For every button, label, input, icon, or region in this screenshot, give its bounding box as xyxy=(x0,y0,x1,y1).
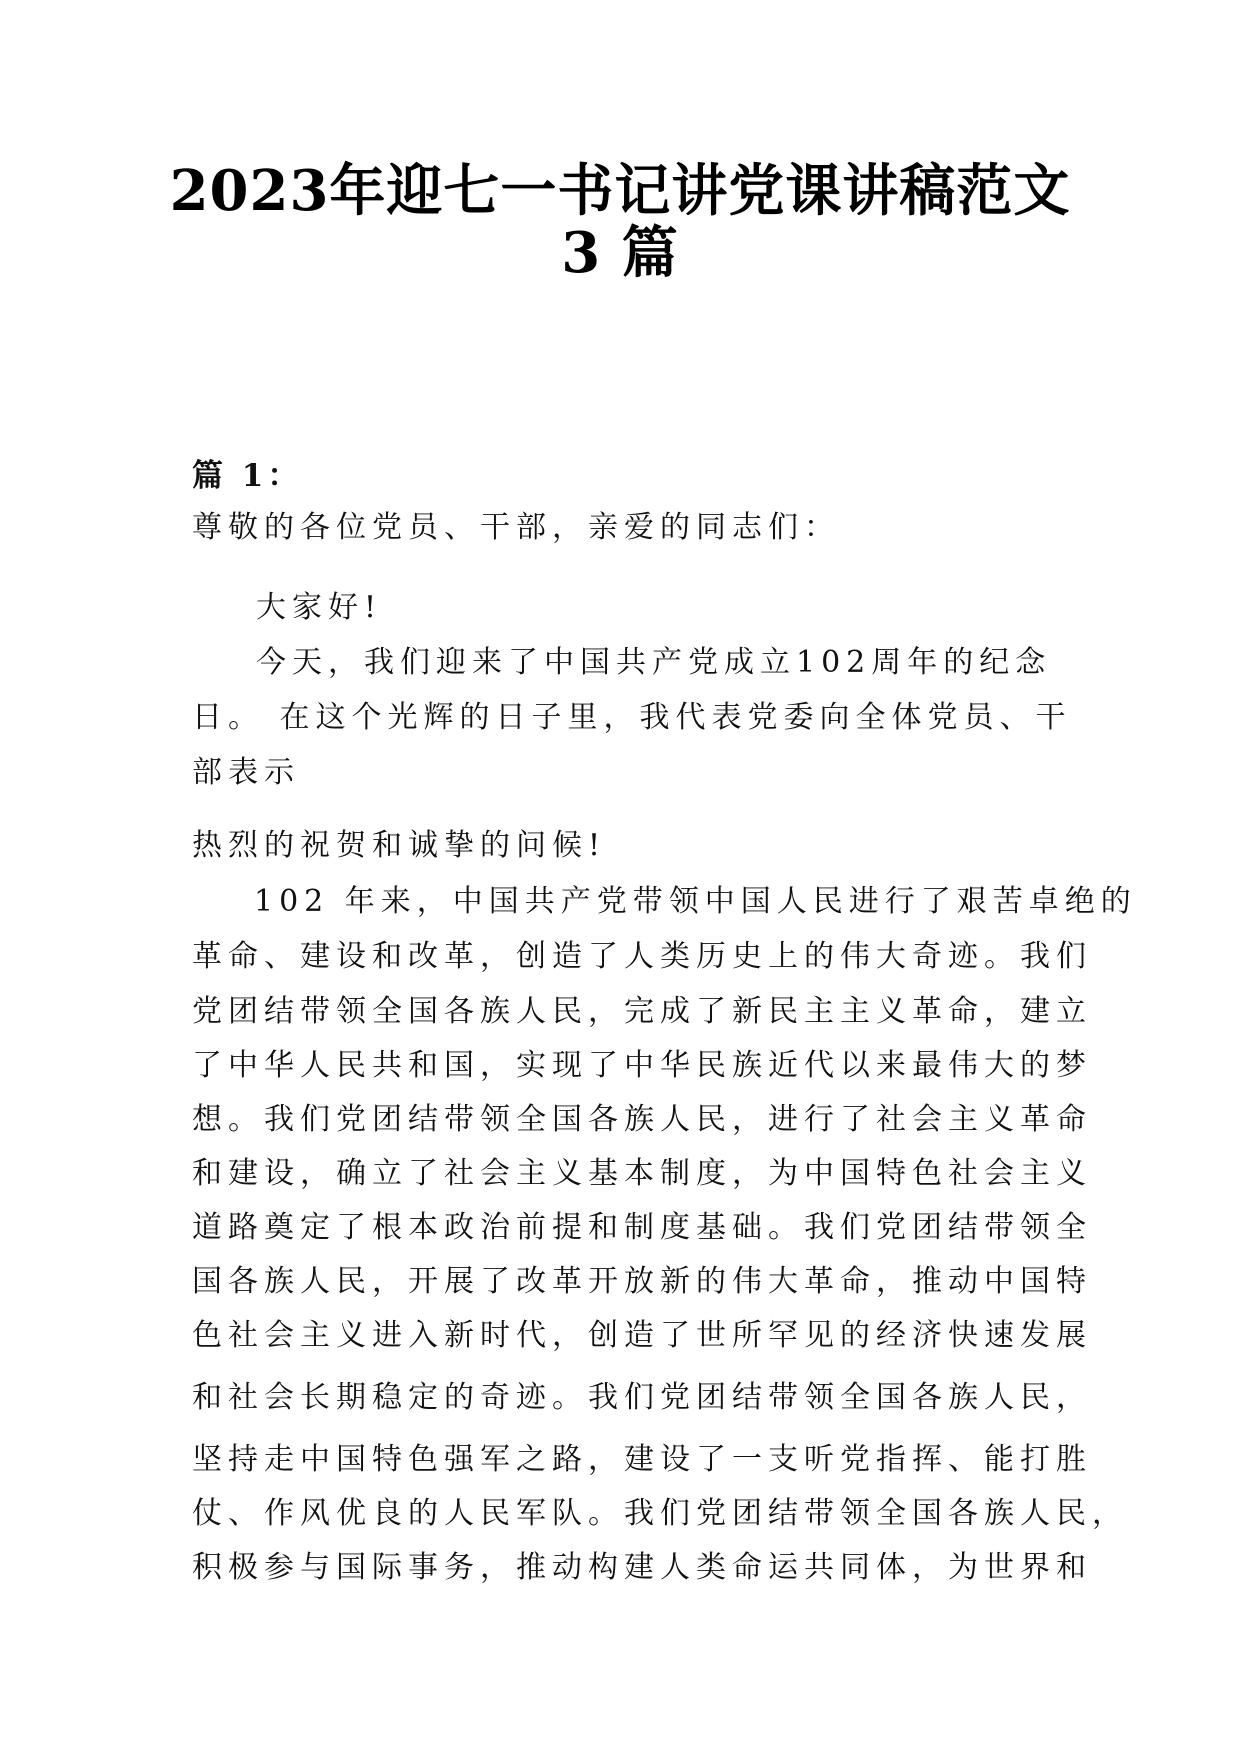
body-line: 102 年来，中国共产党带领中国人民进行了艰苦卓绝的 xyxy=(254,884,1137,919)
body-line: 了中华人民共和国，实现了中华民族近代以来最伟大的梦 xyxy=(192,1048,1092,1083)
body-line: 道路奠定了根本政治前提和制度基础。我们党团结带领全 xyxy=(192,1210,1092,1245)
body-line: 和建设，确立了社会主义基本制度，为中国特色社会主义 xyxy=(192,1156,1092,1191)
body-line: 坚持走中国特色强军之路，建设了一支听党指挥、能打胜 xyxy=(192,1442,1092,1477)
document-title xyxy=(150,160,1090,284)
body-line: 今天，我们迎来了中国共产党成立102周年的纪念 xyxy=(256,645,1052,680)
body-line: 国各族人民，开展了改革开放新的伟大革命，推动中国特 xyxy=(192,1264,1092,1299)
body-line: 热烈的祝贺和诚挚的问候! xyxy=(192,828,607,863)
section-heading: 篇 1： xyxy=(192,458,303,494)
title-line-2: 3 篇 xyxy=(561,220,679,286)
body-line: 色社会主义进入新时代，创造了世所罕见的经济快速发展 xyxy=(192,1318,1092,1353)
body-line: 和社会长期稳定的奇迹。我们党团结带领全国各族人民， xyxy=(192,1380,1092,1415)
body-line: 党团结带领全国各族人民，完成了新民主主义革命，建立 xyxy=(192,994,1092,1029)
body-line: 日。 在这个光辉的日子里，我代表党委向全体党员、干 xyxy=(192,700,1072,735)
body-line: 革命、建设和改革，创造了人类历史上的伟大奇迹。我们 xyxy=(192,939,1092,974)
greeting-line: 大家好! xyxy=(256,590,383,625)
body-line: 仗、作风优良的人民军队。我们党团结带领全国各族人民， xyxy=(192,1496,1128,1531)
body-line: 积极参与国际事务，推动构建人类命运共同体，为世界和 xyxy=(192,1550,1092,1585)
title-line-1: 2023年迎七一书记讲党课讲稿范文 xyxy=(169,158,1071,224)
salutation-line: 尊敬的各位党员、干部，亲爱的同志们： xyxy=(192,510,840,545)
body-line: 部表示 xyxy=(192,755,300,790)
body-line: 想。我们党团结带领全国各族人民，进行了社会主义革命 xyxy=(192,1102,1092,1137)
